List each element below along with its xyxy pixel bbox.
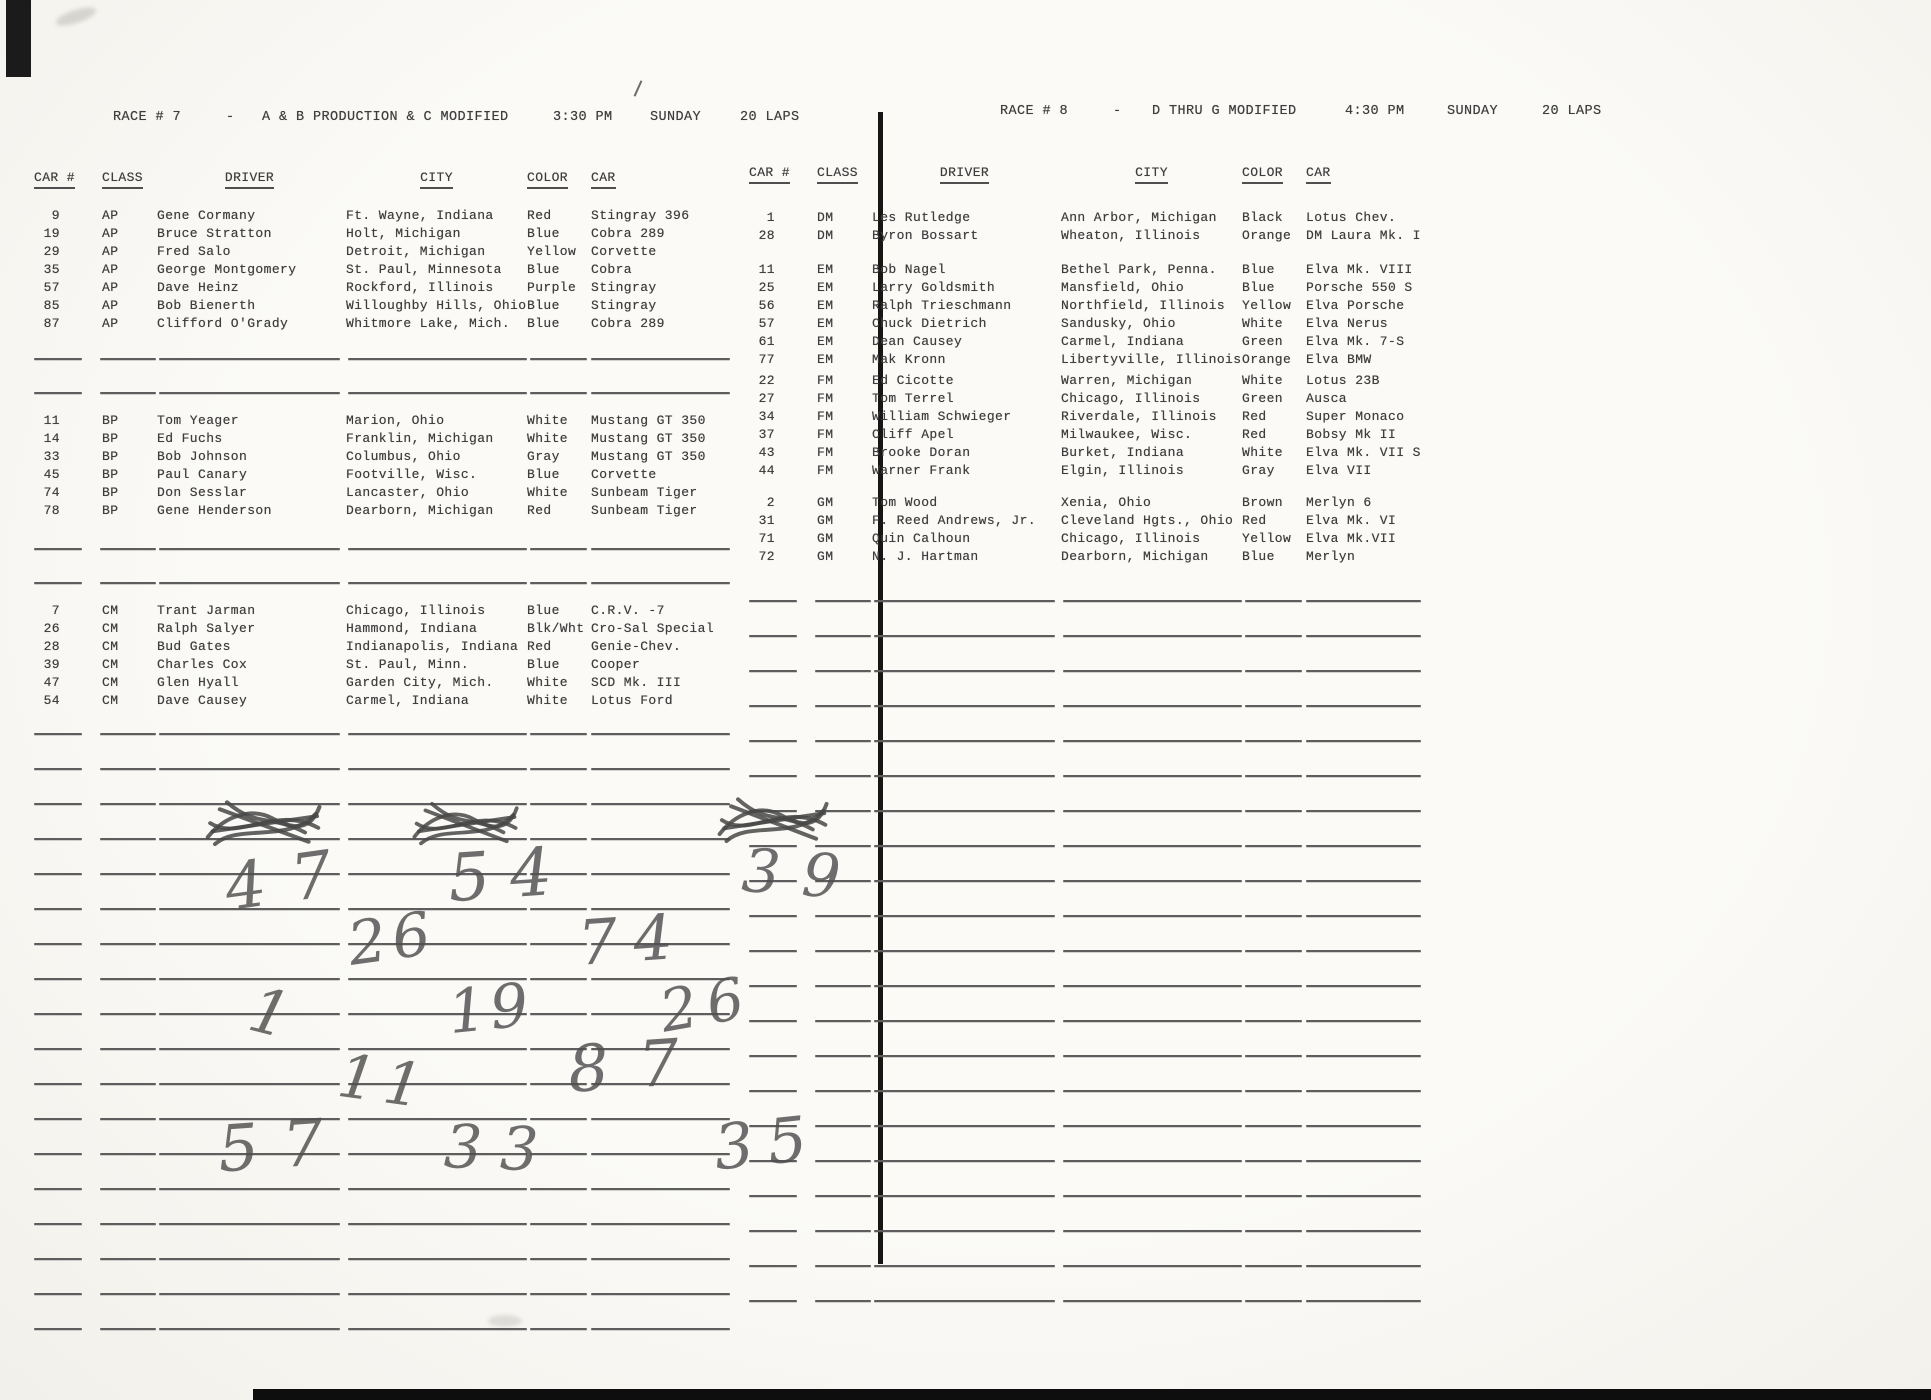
cell-class: CM <box>102 693 119 708</box>
cell-city: Warren, Michigan <box>1061 373 1193 388</box>
cell-car: Elva Mk.VII <box>1306 531 1397 546</box>
cell-car: Ausca <box>1306 391 1348 406</box>
cell-car: Genie-Chev. <box>591 639 682 654</box>
cell-city: Bethel Park, Penna. <box>1061 262 1217 277</box>
cell-driver: Tom Wood <box>872 495 938 510</box>
race-8-day: SUNDAY <box>1447 104 1499 119</box>
handwritten-number: 54 <box>445 831 575 918</box>
cell-city: Carmel, Indiana <box>1061 334 1185 349</box>
cell-car-number: 7 <box>51 603 60 618</box>
cell-color: White <box>527 485 569 500</box>
race-8-title: D THRU G MODIFIED <box>1152 104 1297 119</box>
cell-driver: Tom Yeager <box>157 413 240 428</box>
cell-color: White <box>1242 316 1284 331</box>
cell-city: Mansfield, Ohio <box>1061 280 1185 295</box>
cell-car: Mustang GT 350 <box>591 413 706 428</box>
cell-driver: Mak Kronn <box>872 352 946 367</box>
handwritten-number: 87 <box>565 1024 712 1108</box>
cell-car: Stingray <box>591 280 657 295</box>
cell-car-number: 31 <box>758 513 775 528</box>
cell-driver: Cliff Apel <box>872 427 955 442</box>
cell-car: Elva BMW <box>1306 352 1372 367</box>
cell-class: BP <box>102 413 119 428</box>
cell-car-number: 54 <box>43 693 60 708</box>
cell-car: Sunbeam Tiger <box>591 503 698 518</box>
cell-city: Ann Arbor, Michigan <box>1061 210 1217 225</box>
cell-city: Marion, Ohio <box>346 413 445 428</box>
cell-car: Elva Mk. VII S <box>1306 445 1421 460</box>
cell-color: Red <box>527 503 552 518</box>
cell-class: AP <box>102 262 119 277</box>
column-header-car-label: CAR # <box>749 165 790 184</box>
cell-driver: Bud Gates <box>157 639 231 654</box>
cell-color: Blue <box>1242 549 1275 564</box>
cell-color: Gray <box>527 449 560 464</box>
column-header-driver-label: DRIVER <box>940 165 989 184</box>
cell-color: Orange <box>1242 228 1292 243</box>
cell-car: Sunbeam Tiger <box>591 485 698 500</box>
cell-city: Chicago, Illinois <box>346 603 486 618</box>
race-7-day: SUNDAY <box>650 110 702 125</box>
cell-driver: Bob Nagel <box>872 262 946 277</box>
column-header-car-label: CAR <box>591 170 616 189</box>
cell-car: Merlyn 6 <box>1306 495 1372 510</box>
cell-class: AP <box>102 226 119 241</box>
cell-car: Porsche 550 S <box>1306 280 1413 295</box>
cell-driver: F. Reed Andrews, Jr. <box>872 513 1037 528</box>
cell-class: CM <box>102 639 119 654</box>
cell-color: Blue <box>527 657 560 672</box>
cell-color: Green <box>1242 334 1284 349</box>
cell-car: Super Monaco <box>1306 409 1405 424</box>
column-header-color-label: COLOR <box>527 170 568 189</box>
cell-color: Blue <box>1242 280 1275 295</box>
cell-city: Riverdale, Illinois <box>1061 409 1217 424</box>
cell-driver: Chuck Dietrich <box>872 316 987 331</box>
cell-color: White <box>527 431 569 446</box>
cell-color: Blue <box>1242 262 1275 277</box>
cell-class: DM <box>817 210 834 225</box>
cell-class: GM <box>817 549 834 564</box>
cell-car-number: 19 <box>43 226 60 241</box>
cell-city: St. Paul, Minn. <box>346 657 470 672</box>
race-7-laps: 20 LAPS <box>740 110 800 125</box>
cell-city: Chicago, Illinois <box>1061 391 1201 406</box>
cell-city: Chicago, Illinois <box>1061 531 1201 546</box>
cell-car: Stingray <box>591 298 657 313</box>
cell-city: Hammond, Indiana <box>346 621 478 636</box>
cell-city: Footville, Wisc. <box>346 467 478 482</box>
cell-driver: Dean Causey <box>872 334 963 349</box>
cell-class: CM <box>102 603 119 618</box>
cell-car-number: 57 <box>43 280 60 295</box>
cell-class: CM <box>102 621 119 636</box>
pencil-scribble <box>715 790 830 848</box>
cell-driver: Ralph Salyer <box>157 621 256 636</box>
cell-car-number: 74 <box>43 485 60 500</box>
cell-car: Mustang GT 350 <box>591 431 706 446</box>
cell-city: Dearborn, Michigan <box>346 503 494 518</box>
cell-color: Red <box>1242 427 1267 442</box>
cell-class: CM <box>102 675 119 690</box>
handwritten-number: 26 <box>654 962 759 1046</box>
cell-car: Corvette <box>591 467 657 482</box>
cell-class: BP <box>102 431 119 446</box>
cell-city: Ft. Wayne, Indiana <box>346 208 494 223</box>
cell-color: Purple <box>527 280 577 295</box>
cell-car: Cooper <box>591 657 641 672</box>
handwritten-number: 39 <box>739 835 865 915</box>
cell-driver: Ed Fuchs <box>157 431 223 446</box>
cell-color: Red <box>527 639 552 654</box>
cell-city: Whitmore Lake, Mich. <box>346 316 511 331</box>
cell-car: Elva VII <box>1306 463 1372 478</box>
cell-class: GM <box>817 531 834 546</box>
cell-car-number: 85 <box>43 298 60 313</box>
cell-car-number: 61 <box>758 334 775 349</box>
cell-class: CM <box>102 657 119 672</box>
column-header-city-label: CITY <box>420 170 453 189</box>
cell-class: EM <box>817 280 834 295</box>
column-header-city-label: CITY <box>1135 165 1168 184</box>
cell-class: BP <box>102 467 119 482</box>
pencil-scribble <box>203 793 323 851</box>
cell-class: EM <box>817 298 834 313</box>
column-header-driver-label: DRIVER <box>225 170 274 189</box>
cell-driver: Ralph Trieschmann <box>872 298 1012 313</box>
cell-driver: N. J. Hartman <box>872 549 979 564</box>
cell-class: EM <box>817 316 834 331</box>
cell-driver: Bruce Stratton <box>157 226 272 241</box>
cell-color: White <box>527 413 569 428</box>
cell-driver: Glen Hyall <box>157 675 240 690</box>
cell-car: Lotus 23B <box>1306 373 1380 388</box>
cell-color: Blue <box>527 316 560 331</box>
cell-color: Blue <box>527 467 560 482</box>
cell-class: AP <box>102 280 119 295</box>
cell-car-number: 34 <box>758 409 775 424</box>
cell-color: Blue <box>527 298 560 313</box>
race-7-dash: - <box>226 110 235 125</box>
cell-class: EM <box>817 262 834 277</box>
cell-city: Franklin, Michigan <box>346 431 494 446</box>
cell-city: Cleveland Hgts., Ohio <box>1061 513 1234 528</box>
cell-car-number: 35 <box>43 262 60 277</box>
cell-car-number: 44 <box>758 463 775 478</box>
cell-car-number: 47 <box>43 675 60 690</box>
cell-class: EM <box>817 334 834 349</box>
cell-car: Elva Nerus <box>1306 316 1389 331</box>
handwritten-number: 26 <box>343 898 441 980</box>
cell-color: Blk/Wht <box>527 621 585 636</box>
race-7-number: RACE # 7 <box>113 110 182 125</box>
cell-color: Black <box>1242 210 1284 225</box>
cell-city: Indianapolis, Indiana <box>346 639 519 654</box>
cell-car: DM Laura Mk. I <box>1306 228 1421 243</box>
cell-class: AP <box>102 244 119 259</box>
cell-driver: Clifford O'Grady <box>157 316 289 331</box>
cell-city: Rockford, Illinois <box>346 280 494 295</box>
column-header-color-label: COLOR <box>1242 165 1283 184</box>
cell-color: Blue <box>527 226 560 241</box>
cell-driver: Bob Johnson <box>157 449 248 464</box>
cell-driver: Larry Goldsmith <box>872 280 996 295</box>
cell-car-number: 1 <box>766 210 775 225</box>
handwritten-number: 35 <box>710 1100 825 1185</box>
cell-city: Lancaster, Ohio <box>346 485 470 500</box>
cell-car-number: 27 <box>758 391 775 406</box>
cell-class: BP <box>102 485 119 500</box>
cell-class: EM <box>817 352 834 367</box>
cell-car-number: 56 <box>758 298 775 313</box>
cell-car: Elva Porsche <box>1306 298 1405 313</box>
cell-class: AP <box>102 208 119 223</box>
cell-car: SCD Mk. III <box>591 675 682 690</box>
handwritten-number: 47 <box>220 834 363 926</box>
cell-driver: Ed Cicotte <box>872 373 955 388</box>
cell-car: Elva Mk. VIII <box>1306 262 1413 277</box>
cell-color: Red <box>1242 409 1267 424</box>
cell-car: Merlyn <box>1306 549 1356 564</box>
handwritten-number: 19 <box>444 969 536 1049</box>
cell-color: Blue <box>527 262 560 277</box>
handwritten-number: 11 <box>333 1040 435 1124</box>
cell-city: Milwaukee, Wisc. <box>1061 427 1193 442</box>
cell-driver: Gene Cormany <box>157 208 256 223</box>
race-8-laps: 20 LAPS <box>1542 104 1602 119</box>
cell-city: Detroit, Michigan <box>346 244 486 259</box>
cell-car-number: 14 <box>43 431 60 446</box>
cell-color: Blue <box>527 603 560 618</box>
cell-driver: Bob Bienerth <box>157 298 256 313</box>
cell-class: AP <box>102 316 119 331</box>
cell-class: GM <box>817 495 834 510</box>
cell-class: FM <box>817 445 834 460</box>
cell-color: White <box>1242 445 1284 460</box>
cell-color: Red <box>1242 513 1267 528</box>
cell-city: Northfield, Illinois <box>1061 298 1226 313</box>
cell-car: Elva Mk. 7-S <box>1306 334 1405 349</box>
cell-car: Mustang GT 350 <box>591 449 706 464</box>
cell-class: BP <box>102 449 119 464</box>
cell-car-number: 28 <box>758 228 775 243</box>
cell-car-number: 11 <box>43 413 60 428</box>
cell-city: Holt, Michigan <box>346 226 461 241</box>
cell-car: Lotus Ford <box>591 693 674 708</box>
cell-car-number: 71 <box>758 531 775 546</box>
column-header-class-label: CLASS <box>102 170 143 189</box>
handwritten-number: 33 <box>442 1112 558 1186</box>
cell-driver: Brooke Doran <box>872 445 971 460</box>
cell-driver: Dave Heinz <box>157 280 240 295</box>
cell-city: Xenia, Ohio <box>1061 495 1152 510</box>
cell-color: Yellow <box>1242 531 1292 546</box>
cell-car-number: 9 <box>51 208 60 223</box>
column-header-car-label: CAR # <box>34 170 75 189</box>
cell-class: FM <box>817 409 834 424</box>
pencil-scribble <box>410 795 520 850</box>
cell-color: Green <box>1242 391 1284 406</box>
cell-driver: Warner Frank <box>872 463 971 478</box>
cell-color: White <box>1242 373 1284 388</box>
cell-city: Wheaton, Illinois <box>1061 228 1201 243</box>
cell-color: Gray <box>1242 463 1275 478</box>
cell-city: Carmel, Indiana <box>346 693 470 708</box>
cell-driver: Dave Causey <box>157 693 248 708</box>
cell-car-number: 25 <box>758 280 775 295</box>
handwritten-number: 74 <box>575 899 692 980</box>
race-8-number: RACE # 8 <box>1000 104 1069 119</box>
cell-color: Brown <box>1242 495 1284 510</box>
cell-car: Elva Mk. VI <box>1306 513 1397 528</box>
cell-driver: Trant Jarman <box>157 603 256 618</box>
cell-car-number: 28 <box>43 639 60 654</box>
cell-color: Yellow <box>1242 298 1292 313</box>
cell-car-number: 22 <box>758 373 775 388</box>
race-8-dash: - <box>1113 104 1122 119</box>
cell-color: Orange <box>1242 352 1292 367</box>
cell-car-number: 11 <box>758 262 775 277</box>
cell-car: Bobsy Mk II <box>1306 427 1397 442</box>
cell-car-number: 57 <box>758 316 775 331</box>
cell-driver: Fred Salo <box>157 244 231 259</box>
cell-driver: Don Sesslar <box>157 485 248 500</box>
cell-car-number: 39 <box>43 657 60 672</box>
cell-city: Libertyville, Illinois <box>1061 352 1242 367</box>
cell-car: Cobra 289 <box>591 316 665 331</box>
cell-city: Willoughby Hills, Ohio <box>346 298 527 313</box>
cell-car: Stingray 396 <box>591 208 690 223</box>
race-8-time: 4:30 PM <box>1345 104 1405 119</box>
cell-color: Yellow <box>527 244 577 259</box>
cell-car: Cobra 289 <box>591 226 665 241</box>
cell-class: FM <box>817 427 834 442</box>
cell-class: AP <box>102 298 119 313</box>
cell-city: Burket, Indiana <box>1061 445 1185 460</box>
cell-car: C.R.V. -7 <box>591 603 665 618</box>
cell-city: Garden City, Mich. <box>346 675 494 690</box>
cell-color: White <box>527 675 569 690</box>
cell-car-number: 33 <box>43 449 60 464</box>
cell-color: Red <box>527 208 552 223</box>
cell-city: Elgin, Illinois <box>1061 463 1185 478</box>
cell-color: White <box>527 693 569 708</box>
handwritten-number: 1 <box>241 972 298 1053</box>
cell-city: St. Paul, Minnesota <box>346 262 502 277</box>
cell-class: BP <box>102 503 119 518</box>
cell-class: FM <box>817 463 834 478</box>
handwritten-number: 57 <box>215 1104 350 1188</box>
cell-driver: Gene Henderson <box>157 503 272 518</box>
cell-driver: William Schwieger <box>872 409 1012 424</box>
cell-car: Cro-Sal Special <box>591 621 715 636</box>
cell-car-number: 2 <box>766 495 775 510</box>
cell-class: FM <box>817 391 834 406</box>
cell-class: GM <box>817 513 834 528</box>
cell-car-number: 45 <box>43 467 60 482</box>
cell-driver: Les Rutledge <box>872 210 971 225</box>
cell-driver: Tom Terrel <box>872 391 955 406</box>
cell-driver: Charles Cox <box>157 657 248 672</box>
cell-class: FM <box>817 373 834 388</box>
cell-city: Sandusky, Ohio <box>1061 316 1176 331</box>
cell-driver: Quin Calhoun <box>872 531 971 546</box>
column-header-car-label: CAR <box>1306 165 1331 184</box>
cell-driver: Paul Canary <box>157 467 248 482</box>
cell-driver: George Montgomery <box>157 262 297 277</box>
cell-car-number: 43 <box>758 445 775 460</box>
cell-car: Cobra <box>591 262 633 277</box>
cell-car-number: 37 <box>758 427 775 442</box>
cell-city: Columbus, Ohio <box>346 449 461 464</box>
cell-car-number: 77 <box>758 352 775 367</box>
column-header-class-label: CLASS <box>817 165 858 184</box>
race-7-time: 3:30 PM <box>553 110 613 125</box>
cell-city: Dearborn, Michigan <box>1061 549 1209 564</box>
cell-class: DM <box>817 228 834 243</box>
cell-driver: Byron Bossart <box>872 228 979 243</box>
cell-car-number: 87 <box>43 316 60 331</box>
cell-car: Lotus Chev. <box>1306 210 1397 225</box>
race-7-title: A & B PRODUCTION & C MODIFIED <box>262 110 509 125</box>
cell-car-number: 26 <box>43 621 60 636</box>
cell-car-number: 78 <box>43 503 60 518</box>
cell-car-number: 72 <box>758 549 775 564</box>
cell-car-number: 29 <box>43 244 60 259</box>
cell-car: Corvette <box>591 244 657 259</box>
